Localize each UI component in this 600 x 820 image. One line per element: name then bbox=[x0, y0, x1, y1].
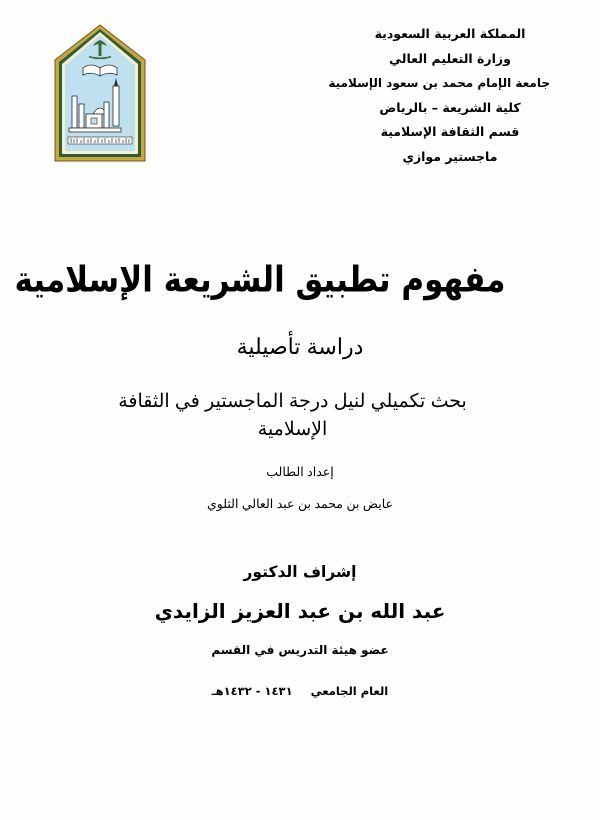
university-line: جامعة الإمام محمد بن سعود الإسلامية bbox=[328, 76, 550, 90]
thesis-subtitle: دراسة تأصيلية bbox=[236, 334, 364, 359]
supervision-label: إشراف الدكتور bbox=[243, 563, 357, 581]
department-line: قسم الثقافة الإسلامية bbox=[380, 124, 520, 139]
college-line: كلية الشريعة – بالرياض bbox=[379, 99, 521, 115]
prepared-by-label: إعداد الطالب bbox=[266, 465, 334, 479]
ministry-line: وزارة التعليم العالي bbox=[389, 50, 511, 66]
supervisor-role: عضو هيئة التدريس في القسم bbox=[211, 643, 389, 657]
academic-year bbox=[0, 681, 600, 701]
country-line: المملكة العربية السعودية bbox=[374, 26, 526, 41]
thesis-title bbox=[0, 258, 520, 302]
supervisor-name: عبد الله بن عبد العزيز الزايدي bbox=[154, 599, 446, 623]
academic-year-label: العام الجامعي bbox=[310, 684, 389, 698]
institution-header bbox=[328, 22, 550, 169]
degree-statement: بحث تكميلي لنيل درجة الماجستير في الثقافة الإسلامية bbox=[118, 391, 467, 440]
thesis-title-text: مفهوم تطبيق الشريعة الإسلامية bbox=[14, 259, 506, 301]
student-name: عايض بن محمد بن عبد العالي الثلوي bbox=[206, 497, 393, 511]
university-logo-icon bbox=[53, 24, 147, 162]
academic-year-value: ١٤٣١ - ١٤٣٢هـ bbox=[211, 684, 293, 698]
program-line: ماجستير موازي bbox=[402, 148, 498, 164]
